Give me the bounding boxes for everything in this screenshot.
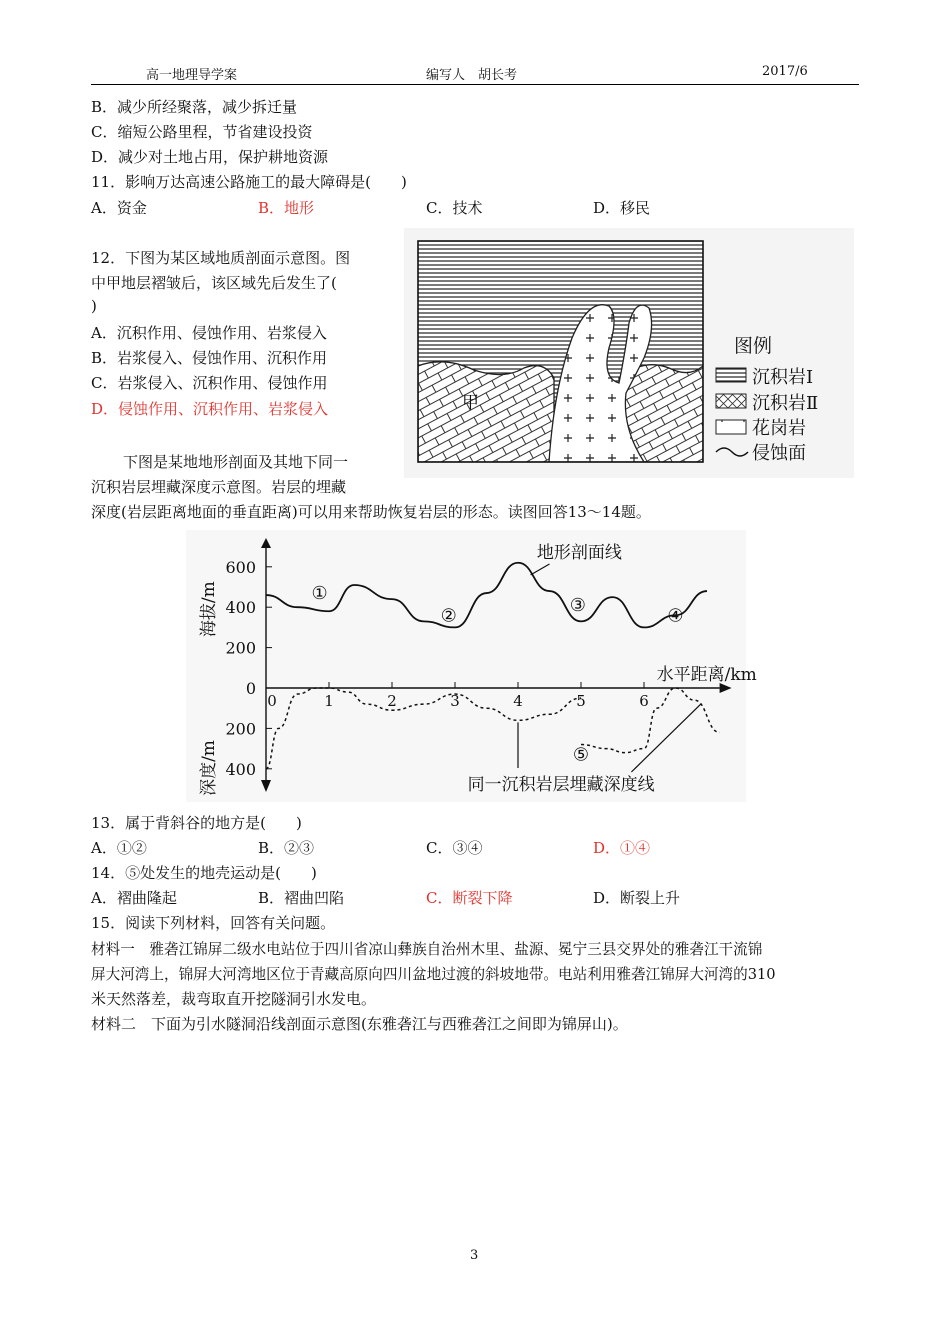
q13-option-c: C．③④: [426, 839, 483, 857]
q11-option-a: A．资金: [91, 199, 147, 217]
x-tick-label: 4: [513, 692, 523, 710]
x-tick-label: 1: [324, 692, 334, 710]
y-tick-label: 0: [245, 679, 256, 698]
q10-option-d: D．减少对土地占用，保护耕地资源: [91, 148, 329, 166]
legend-swatch-granite: [716, 420, 746, 434]
y-tick-label: 400: [225, 598, 256, 618]
geologic-section-figure: [404, 228, 854, 478]
point-label: ③: [569, 595, 586, 617]
q11-stem: 11．影响万达高速公路施工的最大障碍是( ): [91, 173, 407, 191]
q12-option-a: A．沉积作用、侵蚀作用、岩浆侵入: [91, 324, 327, 342]
legend-swatch-sediment-1: [716, 368, 746, 382]
q15-material2-line1: 材料二 下面为引水隧洞沿线剖面示意图(东雅砻江与西雅砻江之间即为锦屏山)。: [91, 1015, 628, 1033]
q14-option-b: B．褶曲凹陷: [258, 889, 345, 907]
intro-line3: 深度(岩层距离地面的垂直距离)可以用来帮助恢复岩层的形态。读图回答13～14题。: [91, 503, 651, 521]
q15-material1-line2: 屏大河湾上，锦屏大河湾地区位于青藏高原向四川盆地过渡的斜坡地带。电站利用雅砻江锦屏大河湾的310: [91, 966, 776, 983]
page-number: 3: [470, 1248, 479, 1263]
x-tick-label: 2: [387, 692, 397, 710]
header-right: 2017/6: [762, 64, 808, 79]
q14-option-d: D．断裂上升: [593, 889, 681, 907]
header-left: 高一地理导学案: [146, 68, 238, 83]
point-label: ⑤: [572, 744, 590, 766]
q12-stem-line3: ): [91, 297, 97, 315]
stratum-jia: [418, 362, 554, 462]
y-tick-label: 600: [225, 557, 256, 577]
q12-stem-line2: 中甲地层褶皱后，该区域先后发生了(: [91, 274, 337, 292]
terrain-line-label: 地形剖面线: [536, 543, 622, 563]
q12-stem-line1: 12．下图为某区域地质剖面示意图。图: [91, 249, 351, 267]
legend-label-sediment-2: 沉积岩Ⅱ: [752, 393, 819, 414]
intro-line1: 下图是某地地形剖面及其地下同一: [123, 453, 349, 471]
depth-tick-label: 400: [225, 759, 256, 779]
legend-label-erosion: 侵蚀面: [752, 443, 806, 464]
q11-option-d: D．移民: [593, 199, 651, 217]
point-label: ②: [440, 605, 457, 627]
q13-option-a: A．①②: [91, 839, 147, 857]
depth-tick-label: 200: [225, 719, 256, 739]
point-label: ④: [667, 605, 684, 627]
q10-option-b: B．减少所经聚落，减少拆迁量: [91, 98, 298, 116]
q13-option-d: D．①④: [593, 839, 651, 857]
legend-label-sediment-1: 沉积岩Ⅰ: [752, 367, 814, 388]
q10-option-c: C．缩短公路里程，节省建设投资: [91, 123, 313, 141]
q15-material1-line1: 材料一 雅砻江锦屏二级水电站位于四川省凉山彝族自治州木里、盐源、冕宁三县交界处的雅砻江干流锦: [91, 941, 763, 958]
q15-material1-line3: 米天然落差，裁弯取直开挖隧洞引水发电。: [91, 990, 377, 1008]
q13-option-b: B．②③: [258, 839, 315, 857]
y-tick-label: 200: [225, 638, 256, 658]
q14-stem: 14．⑤处发生的地壳运动是( ): [91, 864, 317, 882]
x-tick-label: 5: [576, 692, 586, 710]
x-tick-label: 0: [267, 692, 277, 710]
point-label: ①: [311, 583, 328, 605]
legend-label-granite: 花岗岩: [752, 418, 806, 439]
lower-y-axis-label: 深度/m: [199, 740, 219, 796]
x-tick-label: 6: [639, 692, 649, 710]
header-center: 编写人 胡长考: [426, 68, 518, 83]
q13-stem: 13．属于背斜谷的地方是( ): [91, 814, 302, 832]
header-rule: [91, 84, 859, 85]
stratum-label: 甲: [462, 393, 479, 413]
depth-line-label: 同一沉积岩层埋藏深度线: [467, 775, 655, 795]
q12-option-c: C．岩浆侵入、沉积作用、侵蚀作用: [91, 374, 328, 392]
legend-title: 图例: [734, 335, 773, 357]
q12-option-d: D．侵蚀作用、沉积作用、岩浆侵入: [91, 400, 329, 418]
q14-option-c: C．断裂下降: [426, 889, 513, 907]
terrain-depth-chart: [186, 530, 757, 802]
x-tick-label: 3: [450, 692, 460, 710]
x-axis-label: 水平距离/km: [656, 665, 757, 685]
q15-stem: 15．阅读下列材料，回答有关问题。: [91, 914, 336, 932]
q14-option-a: A．褶曲隆起: [91, 889, 177, 907]
q11-option-b: B．地形: [258, 199, 315, 217]
q11-option-c: C．技术: [426, 199, 483, 217]
upper-y-axis-label: 海拔/m: [199, 581, 219, 638]
legend-swatch-sediment-2: [716, 394, 746, 408]
q12-option-b: B．岩浆侵入、侵蚀作用、沉积作用: [91, 349, 328, 367]
intro-line2: 沉积岩层埋藏深度示意图。岩层的埋藏: [91, 478, 347, 496]
